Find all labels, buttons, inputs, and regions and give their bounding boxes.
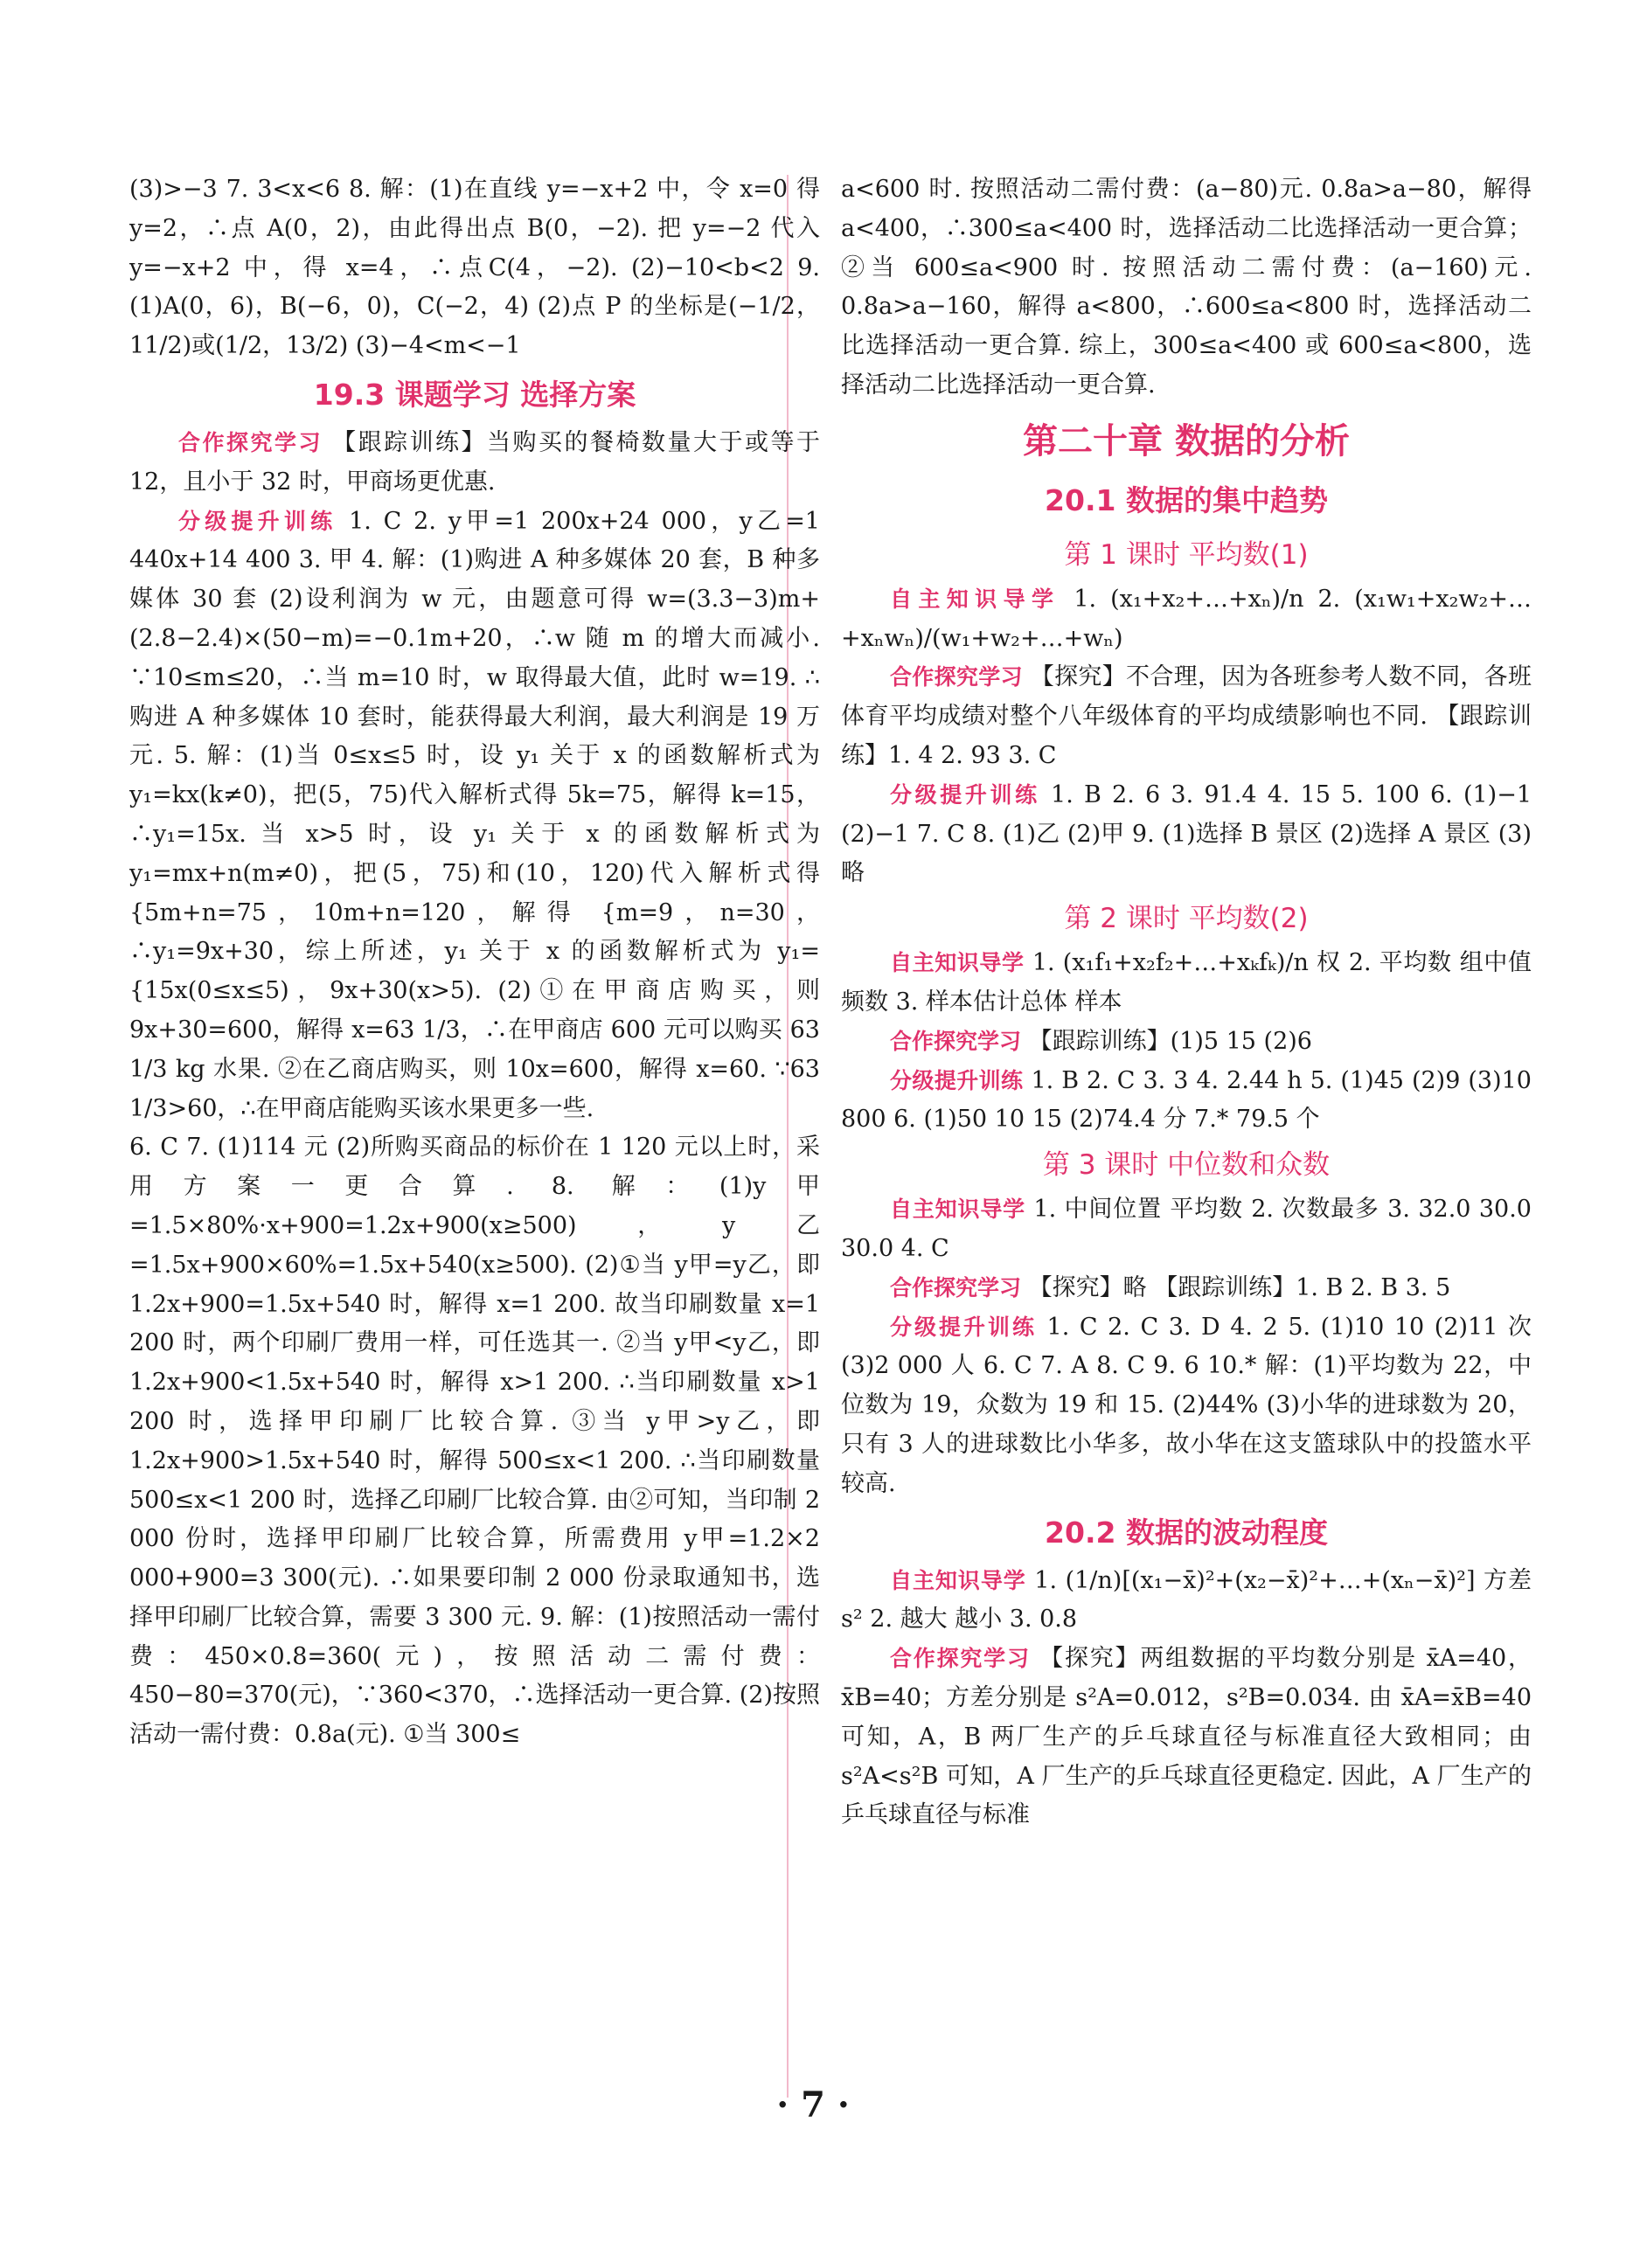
left-column [129, 170, 820, 1755]
exercise-label: 合作探究学习 [890, 1274, 1022, 1300]
answer-paragraph [841, 1062, 1532, 1141]
answer-paragraph [841, 944, 1532, 1023]
answer-text: 1. (x₁+x₂+…+xₙ)/n 2. (x₁w₁+x₂w₂+…+xₙwₙ)/(w₁+w₂+…+wₙ) [841, 585, 1532, 652]
section-heading: 19.3 课题学习 选择方案 [313, 377, 636, 412]
exercise-label: 合作探究学习 [890, 664, 1023, 690]
answer-paragraph: a<600 时. 按照活动二需付费：(a−80)元. 0.8a>a−80，解得 a<400，∴300≤a<400 时，选择活动二比选择活动一更合算；②当 600≤a<900 时. 按照活动二需付费：(a−160)元. 0.8a>a−160，解得 a<800，∴600≤a<800 时，选择活动二比选择活动一更合算. 综上，300≤a<400 或 600≤a<800，选择活动二比选择活动一更合算. [841, 176, 1532, 399]
answer-paragraph [841, 1308, 1532, 1504]
page-number: · 7 · [776, 2084, 850, 2126]
exercise-label: 分级提升训练 [890, 1314, 1037, 1340]
answer-text: 1. B 2. 6 3. 91.4 4. 15 5. 100 6. (1)−1 (2)−1 7. C 8. (1)乙 (2)甲 9. (1)选择 B 景区 (2)选择 A 景区 (3)略 [841, 780, 1532, 887]
answer-paragraph [841, 1190, 1532, 1269]
answer-paragraph [129, 503, 820, 1129]
answer-paragraph [841, 1640, 1532, 1835]
answer-paragraph [841, 580, 1532, 659]
answer-text: 【跟踪训练】当购买的餐椅数量大于或等于 12，且小于 32 时，甲商场更优惠. [129, 428, 820, 496]
lesson-heading: 第 3 课时 中位数和众数 [1042, 1149, 1331, 1182]
exercise-label: 分级提升训练 [890, 781, 1040, 808]
exercise-label: 自主知识导学 [890, 950, 1025, 976]
answer-text: 1. (x₁f₁+x₂f₂+…+xₖfₖ)/n 权 2. 平均数 组中值 频数 3. 样本估计总体 样本 [841, 949, 1532, 1016]
lesson-heading: 第 1 课时 平均数(1) [1064, 538, 1309, 571]
answer-text: 【探究】略 【跟踪训练】1. B 2. B 3. 5 [1028, 1273, 1451, 1301]
right-column [841, 170, 1532, 1835]
chapter-heading: 第二十章 数据的分析 [1023, 420, 1350, 461]
exercise-label: 自主知识导学 [890, 1567, 1026, 1593]
answer-text: 【探究】两组数据的平均数分别是 x̄A=40，x̄B=40；方差分别是 s²A=0.012，s²B=0.034. 由 x̄A=x̄B=40 可知，A，B 两厂生产的乒乓球直径与标准直径大致相同；由 s²A<s²B 可知，A 厂生产的乒乓球直径更稳定. 因此，A 厂生产的乒乓球直径与标准 [841, 1645, 1532, 1829]
answer-text: 【探究】不合理，因为各班参考人数不同，各班体育平均成绩对整个八年级体育的平均成绩影响也不同. 【跟踪训练】1. 4 2. 93 3. C [841, 663, 1532, 769]
answer-paragraph [841, 1023, 1532, 1062]
exercise-label: 合作探究学习 [890, 1028, 1022, 1054]
section-heading: 20.1 数据的集中趋势 [1045, 482, 1328, 517]
exercise-label: 合作探究学习 [178, 429, 323, 455]
exercise-label: 分级提升训练 [178, 508, 337, 534]
exercise-label: 合作探究学习 [890, 1646, 1031, 1672]
exercise-label: 自主知识导学 [890, 586, 1060, 612]
section-heading: 20.2 数据的波动程度 [1045, 1515, 1328, 1550]
lesson-heading: 第 2 课时 平均数(2) [1064, 903, 1309, 935]
answer-text: 【跟踪训练】(1)5 15 (2)6 [1028, 1027, 1312, 1055]
exercise-label: 自主知识导学 [890, 1196, 1025, 1223]
answer-paragraph [841, 1269, 1532, 1308]
answer-text: 1. C 2. y甲=1 200x+24 000，y乙=1 440x+14 400 3. 甲 4. 解：(1)购进 A 种多媒体 20 套，B 种多媒体 30 套 (2)设利润为 w 元，由题意可得 w=(3.3−3)m+(2.8−2.4)×(50−m)=−0.1m+20，∴w 随 m 的增大而减小. ∵10≤m≤20，∴当 m=10 时，w 取得最大值，此时 w=19. ∴购进 A 种多媒体 10 套时，能获得最大利润，最大利润是 19 万元. 5. 解：(1)当 0≤x≤5 时，设 y₁ 关于 x 的函数解析式为 y₁=kx(k≠0)，把(5，75)代入解析式得 5k=75，解得 k=15，∴y₁=15x. 当 x>5 时，设 y₁ 关于 x 的函数解析式为 y₁=mx+n(m≠0)，把(5，75)和(10，120)代入解析式得 {5m+n=75，10m+n=120，解得 {m=9，n=30，∴y₁=9x+30，综上所述，y₁ 关于 x 的函数解析式为 y₁={15x(0≤x≤5)，9x+30(x>5). (2)①在甲商店购买，则 9x+30=600，解得 x=63 1/3，∴在甲商店 600 元可以购买 63 1/3 kg 水果. ②在乙商店购买，则 10x=600，解得 x=60. ∵63 1/3>60，∴在甲商店能购买该水果更多一些. [129, 507, 820, 1122]
answer-text: 1. (1/n)[(x₁−x̄)²+(x₂−x̄)²+…+(xₙ−x̄)²] 方差 s² 2. 越大 越小 3. 0.8 [841, 1566, 1532, 1633]
exercise-label: 分级提升训练 [890, 1067, 1024, 1093]
answer-paragraph [841, 776, 1532, 893]
answer-paragraph [841, 1562, 1532, 1640]
answer-paragraph [841, 658, 1532, 775]
answer-paragraph [129, 424, 820, 503]
answer-text: 1. C 2. C 3. D 4. 2 5. (1)10 10 (2)11 次 (3)2 000 人 6. C 7. A 8. C 9. 6 10.* 解：(1)平均数为 22，中位数为 19，众数为 19 和 15. (2)44% (3)小华的进球数为 20，只有 3 人的进球数比小华多，故小华在这支篮球队中的投篮水平较高. [841, 1313, 1532, 1497]
answer-paragraph: (3)>−3 7. 3<x<6 8. 解：(1)在直线 y=−x+2 中，令 x=0 得 y=2，∴点 A(0，2)，由此得出点 B(0，−2). 把 y=−2 代入 y=−x+2 中，得 x=4，∴点C(4，−2). (2)−10<b<2 9. (1)A(0，6)，B(−6，0)，C(−2，4) (2)点 P 的坐标是(−1/2，11/2)或(1/2，13/2) (3)−4<m<−1 [129, 176, 821, 360]
answer-text: 1. B 2. C 3. 3 4. 2.44 h 5. (1)45 (2)9 (3)10 800 6. (1)50 10 15 (2)74.4 分 7.* 79.5 个 [841, 1066, 1532, 1134]
answer-paragraph: 6. C 7. (1)114 元 (2)所购买商品的标价在 1 120 元以上时，采用方案一更合算. 8. 解：(1)y甲=1.5×80%·x+900=1.2x+900(x≥500)，y乙=1.5x+900×60%=1.5x+540(x≥500). (2)①当 y甲=y乙，即 1.2x+900=1.5x+540 时，解得 x=1 200. 故当印刷数量 x=1 200 时，两个印刷厂费用一样，可任选其一. ②当 y甲<y乙，即 1.2x+900<1.5x+540 时，解得 x>1 200. ∴当印刷数量 x>1 200 时，选择甲印刷厂比较合算. ③当 y甲>y乙，即 1.2x+900>1.5x+540 时，解得 500≤x<1 200. ∴当印刷数量 500≤x<1 200 时，选择乙印刷厂比较合算. 由②可知，当印制 2 000 份时，选择甲印刷厂比较合算，所需费用 y甲=1.2×2 000+900=3 300(元). ∴如果要印制 2 000 份录取通知书，选择甲印刷厂比较合算，需要 3 300 元. 9. 解：(1)按照活动一需付费：450×0.8=360(元)，按照活动二需付费：450−80=370(元)，∵360<370，∴选择活动一更合算. (2)按照活动一需付费：0.8a(元). ①当 300≤ [129, 1134, 820, 1749]
answer-text: 1. 中间位置 平均数 2. 次数最多 3. 32.0 30.0 30.0 4. C [841, 1196, 1532, 1262]
